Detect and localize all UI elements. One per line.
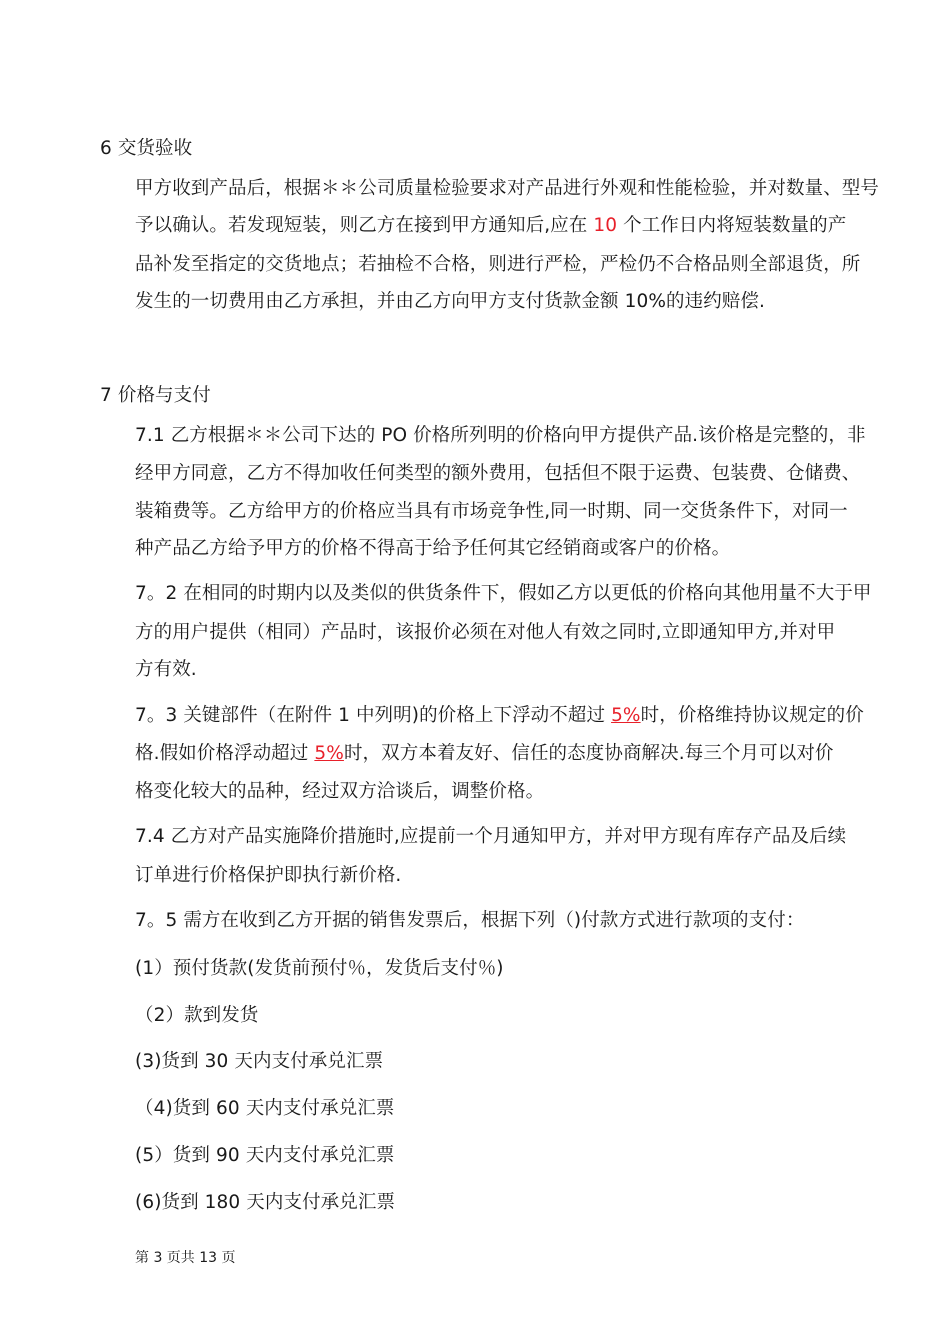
list-item: （2）款到发货 <box>135 1005 259 1026</box>
section-7-heading: 7 价格与支付 <box>100 385 211 406</box>
paragraph-line: 7。5 需方在收到乙方开据的销售发票后，根据下列（)付款方式进行款项的支付： <box>135 910 805 931</box>
list-item: (1）预付货款(发货前预付％，发货后支付％) <box>135 958 504 979</box>
paragraph-line <box>135 213 846 239</box>
paragraph-line: 方的用户提供（相同）产品时，该报价必须在对他人有效之同时,立即通知甲方,并对甲 <box>135 622 836 643</box>
paragraph-line: 品补发至指定的交货地点；若抽检不合格，则进行严检，严检仍不合格品则全部退货，所 <box>135 254 861 275</box>
text-span: 7。3 关键部件（在附件 1 中列明)的价格上下浮动不超过 <box>135 705 612 726</box>
paragraph-line: 7.4 乙方对产品实施降价措施时,应提前一个月通知甲方，并对甲方现有库存产品及后续 <box>135 826 847 847</box>
highlight-number: 10 <box>593 215 618 236</box>
section-6-heading: 6 交货验收 <box>100 138 193 159</box>
text-span: 时，双方本着友好、信任的态度协商解决.每三个月可以对价 <box>343 743 834 764</box>
paragraph-line: 格变化较大的品种，经过双方洽谈后，调整价格。 <box>135 781 545 802</box>
text-span: 格.假如价格浮动超过 <box>135 743 315 764</box>
paragraph-line: 7。2 在相同的时期内以及类似的供货条件下，假如乙方以更低的价格向其他用量不大于甲 <box>135 583 872 604</box>
paragraph-line: 甲方收到产品后，根据＊＊公司质量检验要求对产品进行外观和性能检验，并对数量、型号 <box>135 178 880 199</box>
list-item: (5）货到 90 天内支付承兑汇票 <box>135 1145 395 1166</box>
list-item: （4)货到 60 天内支付承兑汇票 <box>135 1098 395 1119</box>
highlight-percent: 5% <box>314 743 344 764</box>
paragraph-line: 发生的一切费用由乙方承担，并由乙方向甲方支付货款金额 10%的违约赔偿. <box>135 291 765 312</box>
page-number-footer: 第 3 页共 13 页 <box>135 1250 236 1266</box>
highlight-percent: 5% <box>611 705 641 726</box>
paragraph-line <box>135 703 864 729</box>
paragraph-line: 7.1 乙方根据＊＊公司下达的 PO 价格所列明的价格向甲方提供产品.该价格是完整的，非 <box>135 425 866 446</box>
paragraph-line: 装箱费等。乙方给甲方的价格应当具有市场竞争性,同一时期、同一交货条件下，对同一 <box>135 501 848 522</box>
paragraph-line: 种产品乙方给予甲方的价格不得高于给予任何其它经销商或客户的价格。 <box>135 538 731 559</box>
text-span: 予以确认。若发现短装，则乙方在接到甲方通知后,应在 <box>135 215 594 236</box>
paragraph-line: 订单进行价格保护即执行新价格. <box>135 865 402 886</box>
list-item: (3)货到 30 天内支付承兑汇票 <box>135 1051 384 1072</box>
paragraph-line: 经甲方同意，乙方不得加收任何类型的额外费用，包括但不限于运费、包装费、仓储费、 <box>135 463 861 484</box>
text-span: 时，价格维持协议规定的价 <box>640 705 864 726</box>
paragraph-line <box>135 741 834 767</box>
text-span: 个工作日内将短装数量的产 <box>617 215 847 236</box>
paragraph-line: 方有效. <box>135 659 197 680</box>
list-item: (6)货到 180 天内支付承兑汇票 <box>135 1192 396 1213</box>
